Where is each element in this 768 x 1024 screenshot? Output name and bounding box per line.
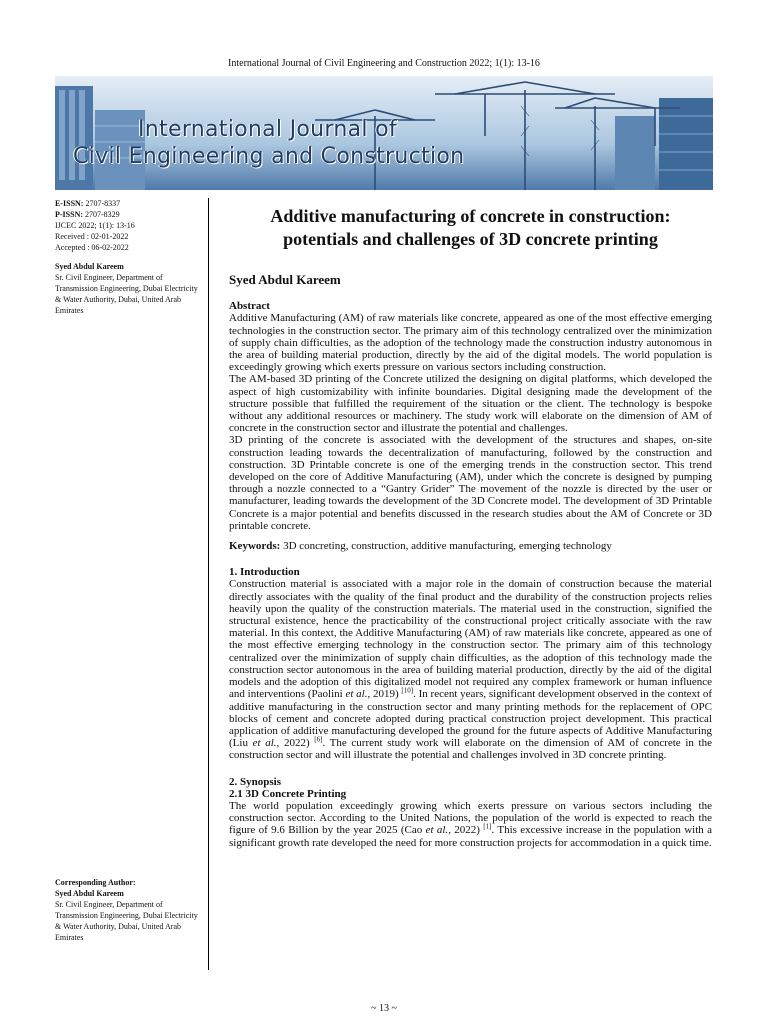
sidebar-metadata bbox=[55, 198, 203, 316]
section-2-1-heading: 2.1 3D Concrete Printing bbox=[229, 787, 347, 800]
paper-title bbox=[229, 205, 712, 251]
eissn-line bbox=[55, 198, 203, 209]
syn-text-a: The world population exceedingly growing which exerts pressure on various sectors including the construction sector. According to the United Nations, the population of the world is expected to reach the figure of 9.6 Billion by the year 2025 (Cao bbox=[229, 799, 712, 837]
eissn-value: 2707-8337 bbox=[83, 199, 121, 208]
pissn-value: 2707-8329 bbox=[83, 210, 120, 219]
keywords-label: Keywords: bbox=[229, 540, 281, 553]
journal-banner-title bbox=[73, 116, 464, 170]
accepted-date: Accepted : 06-02-2022 bbox=[55, 243, 129, 252]
section-2-heading: 2. Synopsis bbox=[229, 775, 281, 788]
pissn-label: P-ISSN: bbox=[55, 210, 84, 219]
ijcec-citation: IJCEC 2022; 1(1): 13-16 bbox=[55, 221, 135, 230]
main-content bbox=[229, 205, 712, 849]
journal-banner bbox=[55, 76, 713, 190]
intro-text-e: . The current study work will elaborate on the dimension of AM of concrete in the construction sector and will illustrate the potential and challenges involved in 3D concrete printing. bbox=[229, 737, 713, 762]
intro-text-a: Construction material is associated with a major role in the domain of construction because the material directly associates with the quality of the final product and the durability of the construction projects relies heavily upon the quality of the construction materials. The material used in the construction, signified the structural existence, hence the practicability of the constructional project critically associate with the raw material. In this context, the Additive Manufacturing (AM) of raw materials like concrete, appeared as one of the most effective emerging technology in the construction sector. The primary aim of this technology centralized over the minimization of supply chain difficulties, as the adoption of this technology made the construction sector autonomous in the area of building material production, directly by the aid of the digital models and the adoption of this digitalized model not required any complex framework or human influence and interventions (Paolini bbox=[229, 578, 712, 701]
introduction-paragraph bbox=[229, 578, 712, 761]
intro-text-c: . In recent years, significant development observed in the context of additive manufacturing in the construction sector and many printing methods for the replacement of OPC blocks of cement and concrete adopted during practical construction project development. This practical application of additive manufacturing developed the ground for the future aspects of Additive Manufacturing (Liu bbox=[229, 688, 712, 750]
abstract-heading: Abstract bbox=[229, 300, 270, 313]
intro-text-d: , 2022) bbox=[276, 737, 315, 750]
syn-et-al: et al. bbox=[425, 824, 449, 837]
syn-text-b: , 2022) bbox=[448, 824, 484, 837]
keywords bbox=[229, 540, 712, 552]
corresponding-label: Corresponding Author: bbox=[55, 878, 136, 887]
section-1-heading: 1. Introduction bbox=[229, 566, 300, 579]
corresponding-name: Syed Abdul Kareem bbox=[55, 889, 124, 898]
paper-author: Syed Abdul Kareem bbox=[229, 272, 341, 287]
column-divider bbox=[208, 198, 209, 970]
banner-title-line2: Civil Engineering and Construction bbox=[73, 144, 465, 169]
citation-ref-10: [10] bbox=[401, 686, 414, 695]
citation-ref-6: [6] bbox=[314, 735, 323, 744]
abstract-paragraph-3: 3D printing of the concrete is associated with the development of the structures and shapes, on-site construction leading towards the decentralization of manufacturing, followed by the construction and construction. 3D Printable concrete is one of the emerging trends in the construction sector. This trend developed on the core of Additive Manufacturing (AM), under which the concrete is designed by pumping through a nozzle connected to a “Gantry Grider” The movement of the nozzle is directed by the user or manufacturer, leading towards the development of the 3D Concrete model. The development of 3D Printable Concrete is a major potential and benefits discussed in the research studies about the AM of Concrete or 3D printable concrete. bbox=[229, 434, 712, 532]
pissn-line bbox=[55, 209, 203, 220]
paper-title-line1: Additive manufacturing of concrete in construction: bbox=[270, 206, 671, 226]
keywords-value: 3D concreting, construction, additive manufacturing, emerging technology bbox=[280, 540, 612, 553]
corresponding-author bbox=[55, 877, 203, 943]
synopsis-paragraph bbox=[229, 800, 712, 849]
intro-text-b: , 2019) bbox=[367, 688, 402, 701]
paper-title-line2: potentials and challenges of 3D concrete printing bbox=[283, 229, 658, 249]
corresponding-affiliation: Sr. Civil Engineer, Department of Transmission Engineering, Dubai Electricity & Water Authority, Dubai, United Arab Emirates bbox=[55, 900, 198, 942]
received-date: Received : 02-01-2022 bbox=[55, 232, 129, 241]
intro-et-al-2: et al. bbox=[252, 737, 277, 750]
abstract-paragraph-2: The AM-based 3D printing of the Concrete utilized the designing on digital platforms, which developed the aspect of high customizability with infinite boundaries. Digital designing made the development of the structure possible that fulfilled the requirement of the situation or the client. The technology is bespoke without any additional resources or machinery. The study work will elaborate on the dimension of AM of concrete in the construction sector and illustrate the potential and challenges. bbox=[229, 373, 712, 435]
sidebar-author-affiliation: Sr. Civil Engineer, Department of Transmission Engineering, Dubai Electricity & Water Authority, Dubai, United Arab Emirates bbox=[55, 273, 198, 315]
citation-ref-1: [1] bbox=[483, 822, 492, 831]
abstract-paragraph-1: Additive Manufacturing (AM) of raw materials like concrete, appeared as one of the most effective emerging technologies in the construction sector. The primary aim of this technology centralized over the minimization of supply chain difficulties, as the adoption of the technology made the construction industry autonomous in the area of building material production, directly by the aid of the digital models. The world population is exceedingly growing which exerts pressure on various sectors including construction. bbox=[229, 312, 712, 374]
eissn-label: E-ISSN: bbox=[55, 199, 84, 208]
page-number: ~ 13 ~ bbox=[371, 1003, 397, 1014]
running-header: International Journal of Civil Engineering and Construction 2022; 1(1): 13-16 bbox=[228, 58, 540, 69]
syn-text-c: . This excessive increase in the population with a significant growth rate developed the need for more construction projects for accommodation in a quick time. bbox=[229, 824, 712, 849]
intro-et-al-1: et al. bbox=[345, 688, 368, 701]
sidebar-author-name: Syed Abdul Kareem bbox=[55, 262, 124, 271]
banner-title-line1: International Journal of bbox=[138, 117, 397, 142]
